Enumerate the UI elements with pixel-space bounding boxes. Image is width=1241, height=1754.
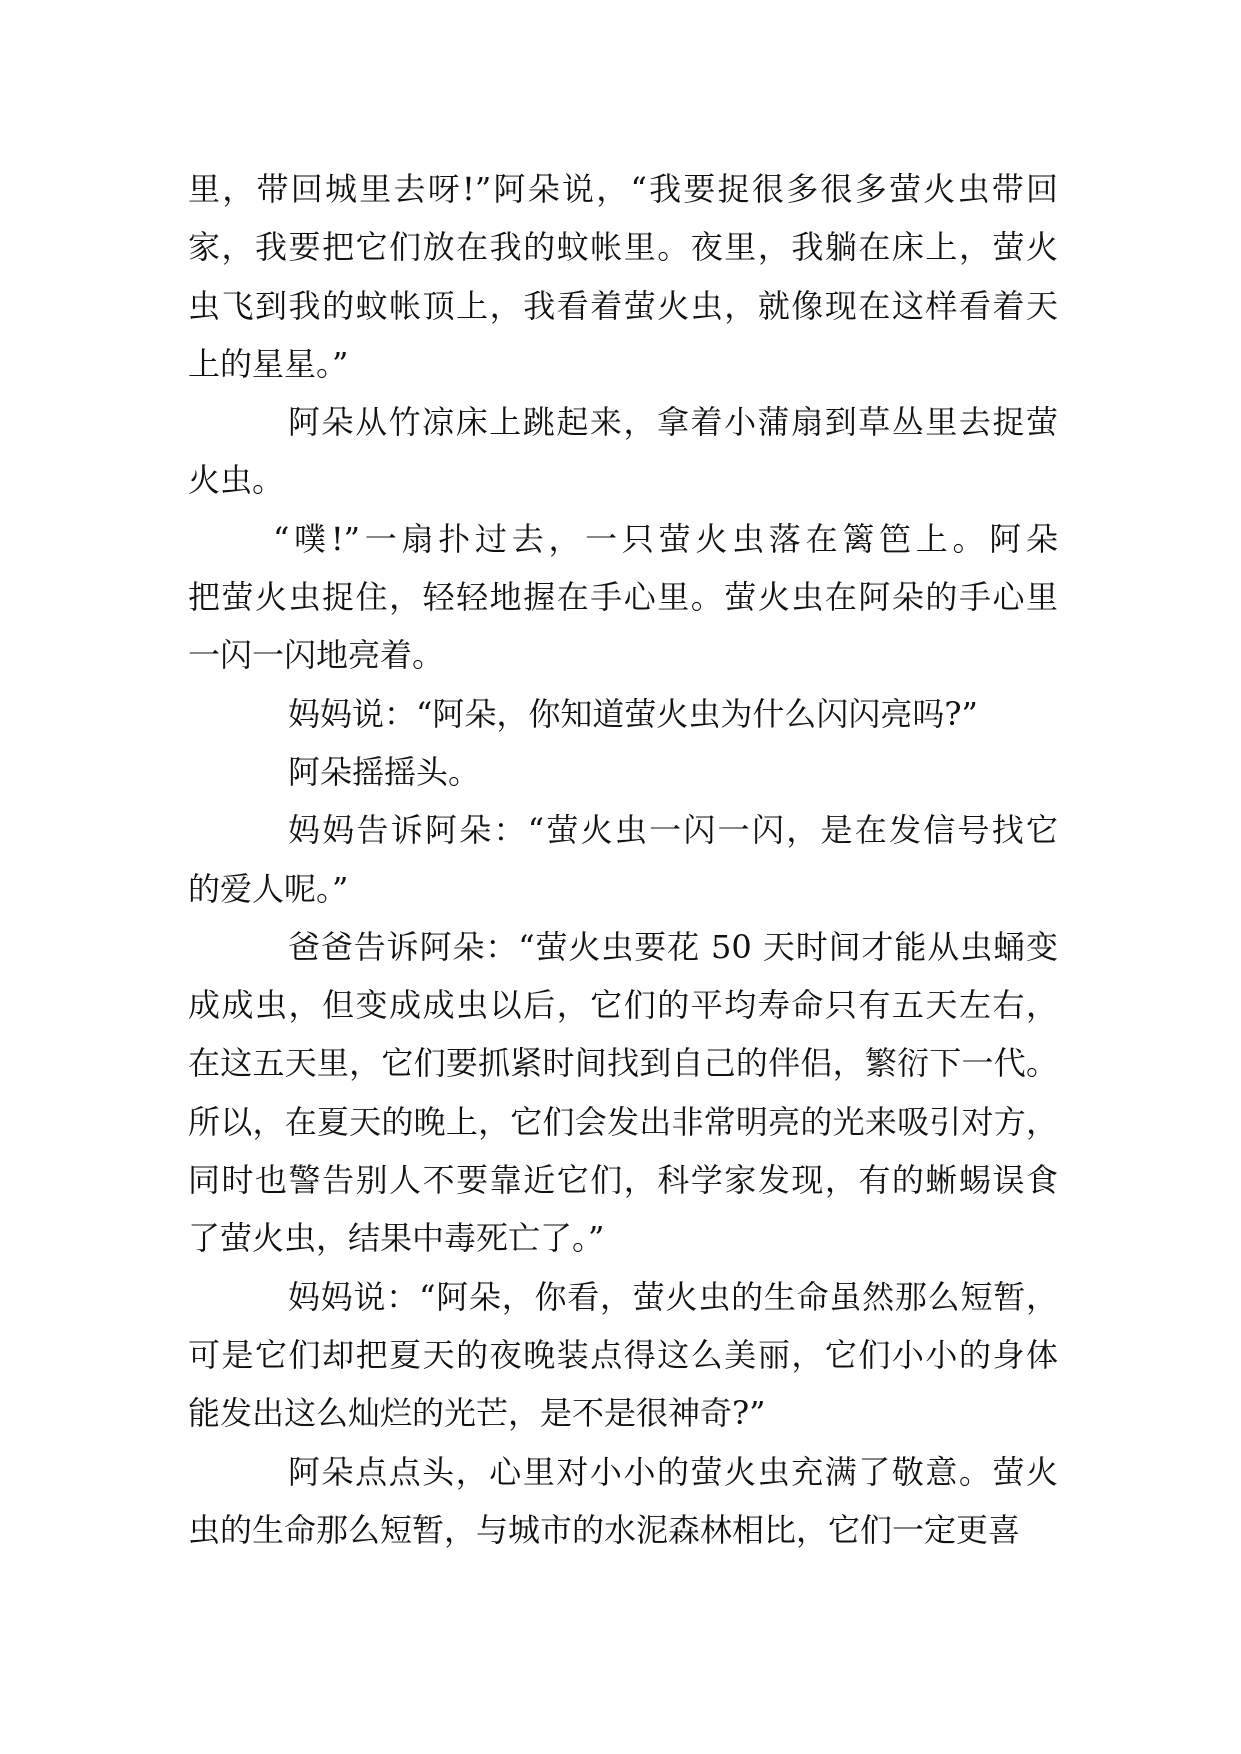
paragraph (188, 510, 1058, 685)
paragraph (188, 160, 1058, 393)
text-line: 妈妈说：“阿朵，你看，萤火虫的生命虽然那么短暂， (288, 1277, 1058, 1316)
paragraph (188, 743, 1058, 801)
text-line: 的爱人呢。” (188, 869, 349, 908)
text-line: “噗!”一扇扑过去，一只萤火虫落在篱笆上。阿朵 (273, 519, 1058, 558)
text-line: 一闪一闪地亮着。 (188, 636, 445, 675)
text-line: 上的星星。” (188, 344, 349, 383)
text-line: 了萤火虫，结果中毒死亡了。” (188, 1219, 605, 1258)
paragraph (188, 1268, 1058, 1443)
paragraph (188, 1443, 1058, 1560)
text-line: 火虫。 (188, 461, 285, 500)
text-line: 妈妈说：“阿朵，你知道萤火虫为什么闪闪亮吗?” (288, 694, 978, 733)
text-line: 所以，在夏天的晚上，它们会发出非常明亮的光来吸引对方， (188, 1102, 1058, 1141)
text-line: 阿朵从竹凉床上跳起来，拿着小蒲扇到草丛里去捉萤 (288, 403, 1058, 442)
paragraph (188, 918, 1058, 1268)
text-line: 家，我要把它们放在我的蚊帐里。夜里，我躺在床上，萤火 (188, 228, 1058, 267)
text-line: 能发出这么灿烂的光芒，是不是很神奇?” (188, 1394, 766, 1433)
text-line: 虫飞到我的蚊帐顶上，我看着萤火虫，就像现在这样看着天 (188, 286, 1058, 325)
story-text (188, 160, 1058, 1559)
text-line: 成成虫，但变成成虫以后，它们的平均寿命只有五天左右， (188, 986, 1058, 1025)
paragraph (188, 393, 1058, 510)
text-line: 阿朵点点头，心里对小小的萤火虫充满了敬意。萤火 (288, 1452, 1058, 1491)
text-line: 可是它们却把夏天的夜晚装点得这么美丽，它们小小的身体 (188, 1335, 1058, 1374)
paragraph (188, 685, 1058, 743)
text-line: 虫的生命那么短暂，与城市的水泥森林相比，它们一定更喜 (188, 1510, 1021, 1549)
paragraph (188, 801, 1058, 918)
text-line: 把萤火虫捉住，轻轻地握在手心里。萤火虫在阿朵的手心里 (188, 578, 1058, 617)
text-line: 妈妈告诉阿朵：“萤火虫一闪一闪，是在发信号找它 (288, 811, 1058, 850)
text-line: 爸爸告诉阿朵：“萤火虫要花 50 天时间才能从虫蛹变 (288, 927, 1058, 966)
text-line: 里，带回城里去呀!”阿朵说，“我要捉很多很多萤火虫带回 (188, 170, 1058, 208)
text-line: 阿朵摇摇头。 (288, 752, 481, 791)
text-line: 在这五天里，它们要抓紧时间找到自己的伴侣，繁衍下一代。 (188, 1044, 1058, 1083)
text-line: 同时也警告别人不要靠近它们，科学家发现，有的蜥蜴误食 (188, 1161, 1058, 1200)
